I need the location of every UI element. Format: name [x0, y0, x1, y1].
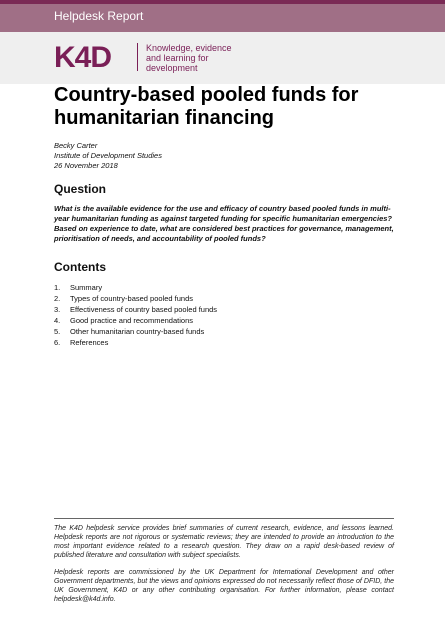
question-heading: Question [54, 182, 107, 196]
document-meta [54, 141, 162, 171]
tagline-line: and learning for [146, 53, 209, 63]
footer-paragraph: The K4D helpdesk service provides brief summaries of current research, evidence, and lessons learned. Helpdesk reports are not rigorous or systematic reviews; they are intended to provide an introduction to the most important evidence related to a research question. They draw on a rapid desk-based review of published literature and consultation with subject specialists. [54, 525, 394, 559]
tagline-line: Knowledge, evidence [146, 43, 232, 53]
header-band [0, 0, 445, 32]
contents-heading: Contents [54, 260, 106, 274]
logo-area [0, 32, 445, 84]
contents-item[interactable]: 2. Types of country-based pooled funds [54, 294, 193, 303]
author: Becky Carter [54, 141, 98, 150]
tagline-line: development [146, 63, 198, 73]
date: 26 November 2018 [54, 161, 118, 170]
k4d-logo: K4D [54, 41, 112, 74]
footer-disclaimer [54, 518, 394, 612]
contents-item[interactable]: 6. References [54, 338, 109, 347]
contents-item[interactable]: 4. Good practice and recommendations [54, 316, 193, 325]
report-type-label: Helpdesk Report [54, 9, 144, 23]
contents-list [54, 282, 217, 348]
question-text: What is the available evidence for the use and efficacy of country based pooled funds in multi-year humanitarian funding as against targeted funding for specific humanitarian emergencies? Based on experience to date, what are considered best practices for governance, management, prioritisation of needs, and accountability of pooled funds? [54, 204, 394, 243]
document-title: Country-based pooled funds for humanitarian financing [54, 84, 359, 129]
header-strip [0, 0, 445, 4]
footer-paragraph: Helpdesk reports are commissioned by the UK Department for International Development and other Government departments, but the views and opinions expressed do not necessarily reflect those of DFID, the UK Government, K4D or any other contributing organisation. For further information, please contact helpdesk@k4d.info. [54, 569, 394, 603]
contents-item[interactable]: 1. Summary [54, 283, 103, 292]
logo-tagline [146, 43, 232, 73]
logo-divider [137, 43, 138, 71]
contents-item[interactable]: 3. Effectiveness of country based pooled funds [54, 305, 218, 314]
institution: Institute of Development Studies [54, 151, 162, 160]
contents-item[interactable]: 5. Other humanitarian country-based funds [54, 327, 205, 336]
